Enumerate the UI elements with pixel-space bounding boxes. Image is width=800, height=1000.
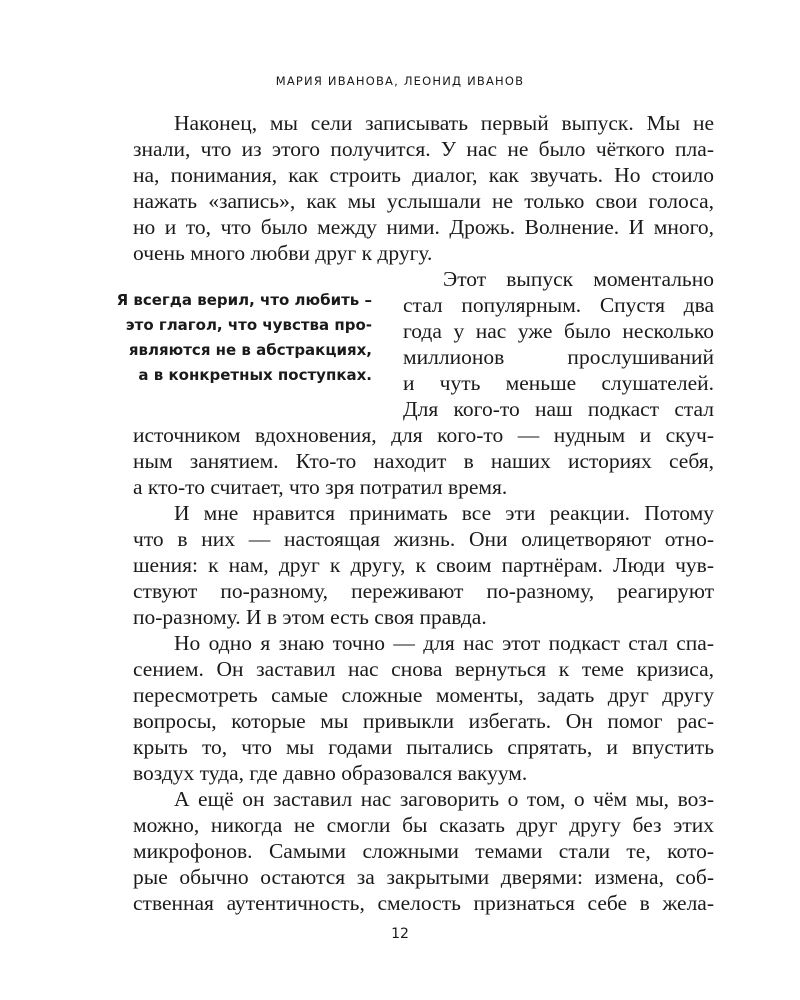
body-line: миллионов прослушиваний <box>403 345 714 369</box>
body-line: Наконец, мы сели записывать первый выпуск. Мы не <box>174 111 714 135</box>
body-line: что в них — настоящая жизнь. Они олицетворяют отно- <box>133 527 714 551</box>
body-line: микрофонов. Самыми сложными темами стали те, кото- <box>133 839 714 863</box>
body-line: знали, что из этого получится. У нас не было чёткого пла- <box>133 137 714 161</box>
body-line: очень много любви друг к другу. <box>133 241 433 265</box>
pull-quote-line: Я всегда верил, что любить – <box>116 291 372 309</box>
body-line: и чуть меньше слушателей. <box>403 371 714 395</box>
body-line: сением. Он заставил нас снова вернуться к теме кризиса, <box>133 657 714 681</box>
body-line: шения: к нам, друг к другу, к своим партнёрам. Люди чув- <box>133 553 714 577</box>
body-line: рые обычно остаются за закрытыми дверями: измена, соб- <box>133 865 714 889</box>
body-line: нажать «запись», как мы услышали не только свои голоса, <box>133 189 714 213</box>
body-line: воздух туда, где давно образовался вакуум. <box>133 761 528 785</box>
running-header: МАРИЯ ИВАНОВА, ЛЕОНИД ИВАНОВ <box>275 74 525 88</box>
body-line: Этот выпуск моментально <box>443 267 714 291</box>
body-line: источником вдохновения, для кого-то — нудным и скуч- <box>133 423 714 447</box>
body-line: крыть то, что мы годами пытались спрятать, и впустить <box>133 735 714 759</box>
body-line: ствуют по-разному, переживают по-разному, реагируют <box>133 579 714 603</box>
page-number: 12 <box>391 926 409 942</box>
body-line: Но одно я знаю точно — для нас этот подкаст стал спа- <box>174 631 714 655</box>
body-line: ным занятием. Кто-то находит в наших историях себя, <box>133 449 714 473</box>
body-line: а кто-то считает, что зря потратил время. <box>133 475 508 499</box>
body-line: стал популярным. Спустя два <box>403 293 714 317</box>
body-line: А ещё он заставил нас заговорить о том, о чём мы, воз- <box>174 787 714 811</box>
pull-quote-line: а в конкретных поступках. <box>138 366 372 384</box>
body-line: И мне нравится принимать все эти реакции. Потому <box>174 501 714 525</box>
body-line: на, понимания, как строить диалог, как звучать. Но стоило <box>133 163 714 187</box>
body-line: ственная аутентичность, смелость признаться себе в жела- <box>133 891 714 915</box>
body-line: можно, никогда не смогли бы сказать друг другу без этих <box>133 813 714 837</box>
body-line: пересмотреть самые сложные моменты, задать друг другу <box>133 683 714 707</box>
pull-quote-line: являются не в абстракциях, <box>128 341 372 359</box>
body-line: но и то, что было между ними. Дрожь. Волнение. И много, <box>133 215 714 239</box>
body-line: Для кого-то наш подкаст стал <box>403 397 714 421</box>
body-line: вопросы, которые мы привыкли избегать. Он помог рас- <box>133 709 714 733</box>
pull-quote-line: это глагол, что чувства про- <box>125 316 372 334</box>
body-line: года у нас уже было несколько <box>403 319 714 343</box>
body-line: по-разному. И в этом есть своя правда. <box>133 605 487 629</box>
